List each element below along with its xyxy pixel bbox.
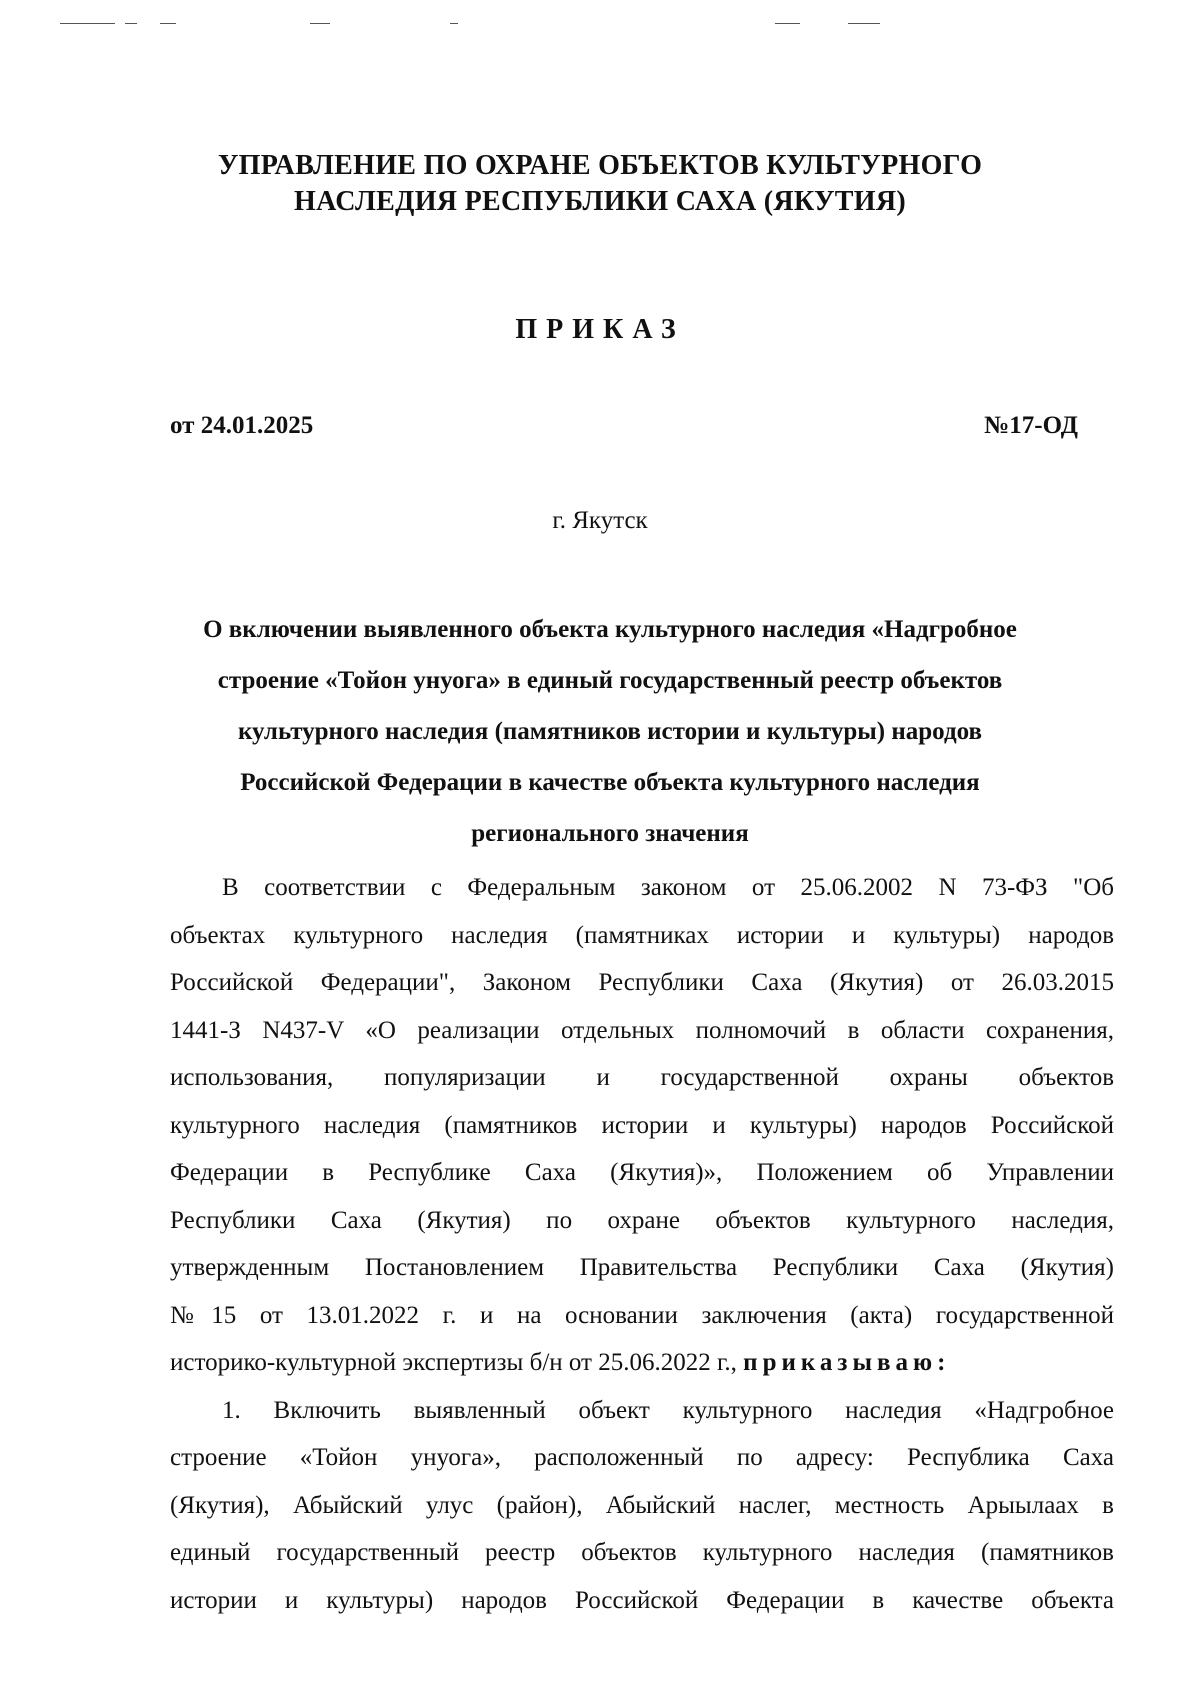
preamble-line: культурного наследия (памятников истории и культуры) народов Российской [170, 1111, 1114, 1139]
preamble-line: использования, популяризации и государственной охраны объектов [170, 1064, 1114, 1091]
preamble-line: №15 от 13.01.2022 г. и на основании заключения (акта) государственной [170, 1301, 1114, 1329]
preamble-line: утвержденным Постановлением Правительства Республики Саха (Якутия) [170, 1254, 1114, 1281]
subject-line: строение «Тойон унуога» в единый государственный реестр объектов [217, 667, 1003, 694]
order-date: от 24.01.2025 [170, 412, 314, 439]
orders-word: приказываю: [743, 1349, 951, 1376]
order-subject [150, 604, 1070, 859]
item-1-line: единый государственный реестр объектов культурного наследия (памятников [170, 1539, 1114, 1566]
subject-line: О включении выявленного объекта культурного наследия «Надгробное [203, 616, 1017, 643]
subject-line: Российской Федерации в качестве объекта культурного наследия [240, 769, 980, 796]
item-1-line: истории и культуры) народов Российской Федерации в качестве объекта [170, 1586, 1114, 1614]
preamble-line: В соответствии с Федеральным законом от 25.06.2002 N 73-ФЗ "Об [222, 874, 1114, 901]
scan-mark [60, 23, 115, 24]
scan-mark [848, 23, 880, 24]
preamble-line: Российской Федерации", Законом Республики Саха (Якутия) от 26.03.2015 [170, 969, 1114, 996]
preamble-last-line [170, 1339, 1114, 1387]
preamble-line: объектах культурного наследия (памятниках истории и культуры) народов [170, 921, 1114, 949]
scan-mark [450, 23, 458, 24]
scan-mark [310, 23, 330, 24]
scan-mark [160, 23, 176, 24]
preamble-line: Республики Саха (Якутия) по охране объектов культурного наследия, [170, 1206, 1114, 1234]
order-number: №17-ОД [984, 412, 1078, 439]
preamble-line: 1441-З N437-V «О реализации отдельных полномочий в области сохранения, [170, 1016, 1114, 1044]
preamble-line: Федерации в Республике Саха (Якутия)», Положением об Управлении [170, 1159, 1114, 1186]
item-1-line: 1. Включить выявленный объект культурного наследия «Надгробное [222, 1396, 1114, 1424]
header-line-1: УПРАВЛЕНИЕ ПО ОХРАНЕ ОБЪЕКТОВ КУЛЬТУРНОГО [217, 150, 983, 181]
scan-mark [125, 23, 137, 24]
scan-mark [775, 23, 800, 24]
item-1-line: строение «Тойон унуога», расположенный по адресу: Республика Саха [170, 1444, 1114, 1471]
preamble-last-text: историко-культурной экспертизы б/н от 25.06.2022 г., [170, 1349, 737, 1376]
order-body [170, 864, 1114, 1624]
city: г. Якутск [552, 507, 648, 534]
subject-line: регионального значения [471, 820, 749, 847]
header-line-2: НАСЛЕДИЯ РЕСПУБЛИКИ САХА (ЯКУТИЯ) [293, 186, 907, 217]
subject-line: культурного наследия (памятников истории и культуры) народов [237, 718, 982, 745]
organization-header [150, 148, 1050, 220]
item-1-line: (Якутия), Абыйский улус (район), Абыйский наслег, местность Арыылаах в [170, 1491, 1114, 1519]
order-title: ПРИКАЗ [515, 314, 685, 345]
